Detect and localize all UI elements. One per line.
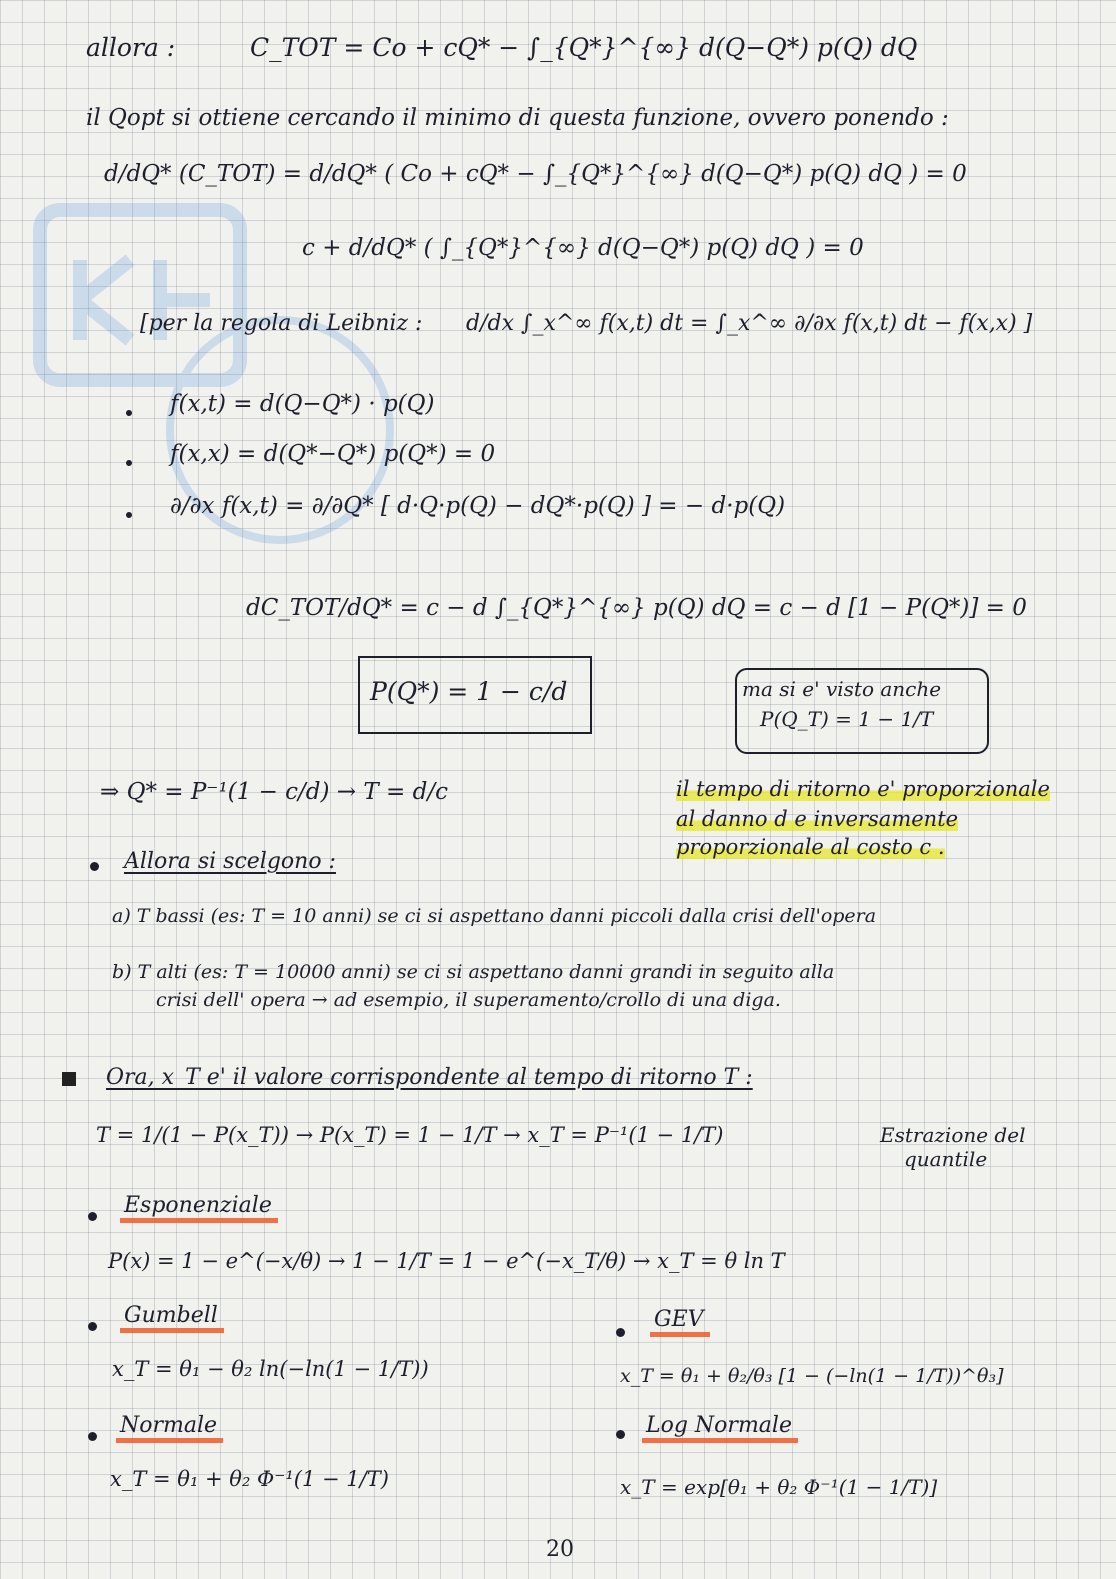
dist-normale-formula: x_T = θ₁ + θ₂ Φ⁻¹(1 − 1/T) (110, 1467, 389, 1491)
item-fxx: f(x,x) = d(Q*−Q*) p(Q*) = 0 (170, 441, 496, 467)
dist-lognormale-formula: x_T = exp[θ₁ + θ₂ Φ⁻¹(1 − 1/T)] (620, 1475, 938, 1499)
dist-lognormale-title: Log Normale (642, 1414, 798, 1443)
c-tot-formula: C_TOT = Co + cQ* − ∫_{Q*}^{∞} d(Q−Q*) p(Q) dQ (250, 33, 918, 62)
dist-gumbell-title: Gumbell (120, 1304, 224, 1333)
dist-gev-formula: x_T = θ₁ + θ₂/θ₃ [1 − (−ln(1 − 1/T))^θ₃] (620, 1365, 1004, 1387)
side-note-line-1: ma si e' visto anche (742, 677, 942, 701)
item-bullet (126, 410, 132, 416)
derivative-equation-1: d/dQ* (C_TOT) = d/dQ* ( Co + cQ* − ∫_{Q*}^{∞} d(Q−Q*) p(Q) dQ ) = 0 (104, 161, 967, 187)
result-formula: P(Q*) = 1 − c/d (370, 677, 568, 706)
bullet-dot (88, 1432, 97, 1441)
item-bullet (126, 512, 132, 518)
xt-note-line-2: quantile (904, 1147, 988, 1171)
return-note-line-1: il tempo di ritorno e' proporzionale (676, 777, 1050, 801)
dist-esponenziale-title: Esponenziale (120, 1194, 278, 1223)
bullet-dot (88, 1212, 97, 1221)
leibniz-formula: d/dx ∫_x^∞ f(x,t) dt = ∫_x^∞ ∂/∂x f(x,t) dt − f(x,x) ] (466, 311, 1033, 336)
dctot-equation: dC_TOT/dQ* = c − d ∫_{Q*}^{∞} p(Q) dQ = c − d [1 − P(Q*)] = 0 (246, 595, 1027, 621)
dist-gumbell-formula: x_T = θ₁ − θ₂ ln(−ln(1 − 1/T)) (112, 1357, 429, 1381)
allora-label: allora : (86, 33, 176, 62)
xt-title: Ora, x_T e' il valore corrispondente al tempo di ritorno T : (106, 1065, 753, 1090)
item-fxt: f(x,t) = d(Q−Q*) · p(Q) (170, 391, 435, 417)
choose-title: Allora si scelgono : (124, 849, 336, 874)
bullet-dot (616, 1430, 625, 1439)
item-bullet (126, 460, 132, 466)
xt-note-line-1: Estrazione del (880, 1123, 1026, 1147)
implication-formula: ⇒ Q* = P⁻¹(1 − c/d) → T = d/c (100, 779, 448, 805)
choice-b-line-2: crisi dell' opera → ad esempio, il superamento/crollo di una diga. (156, 989, 781, 1011)
bullet-dot (88, 1322, 97, 1331)
side-note-line-2: P(Q_T) = 1 − 1/T (760, 707, 934, 731)
qopt-sentence: il Qopt si ottiene cercando il minimo di questa funzione, ovvero ponendo : (86, 105, 949, 131)
choice-b-line-1: b) T alti (es: T = 10000 anni) se ci si aspettano danni grandi in seguito alla (112, 961, 835, 983)
dist-gev-title: GEV (650, 1308, 710, 1337)
return-note-line-3: proporzionale al costo c . (676, 835, 945, 859)
derivative-equation-2: c + d/dQ* ( ∫_{Q*}^{∞} d(Q−Q*) p(Q) dQ ) = 0 (302, 235, 864, 261)
dist-normale-title: Normale (116, 1414, 223, 1443)
page-number: 20 (546, 1537, 574, 1562)
return-note-line-2: al danno d e inversamente (676, 807, 959, 831)
watermark-logo (20, 170, 440, 590)
bullet-dot (616, 1328, 625, 1337)
item-partial: ∂/∂x f(x,t) = ∂/∂Q* [ d·Q·p(Q) − dQ*·p(Q) ] = − d·p(Q) (170, 493, 786, 519)
leibniz-label: [per la regola di Leibniz : (140, 311, 423, 336)
xt-formula: T = 1/(1 − P(x_T)) → P(x_T) = 1 − 1/T → x_T = P⁻¹(1 − 1/T) (96, 1123, 724, 1147)
dist-esponenziale-formula: P(x) = 1 − e^(−x/θ) → 1 − 1/T = 1 − e^(−x_T/θ) → x_T = θ ln T (108, 1249, 785, 1273)
bullet-dot (90, 862, 99, 871)
square-bullet (62, 1072, 76, 1086)
choice-a: a) T bassi (es: T = 10 anni) se ci si aspettano danni piccoli dalla crisi dell'opera (112, 905, 877, 927)
